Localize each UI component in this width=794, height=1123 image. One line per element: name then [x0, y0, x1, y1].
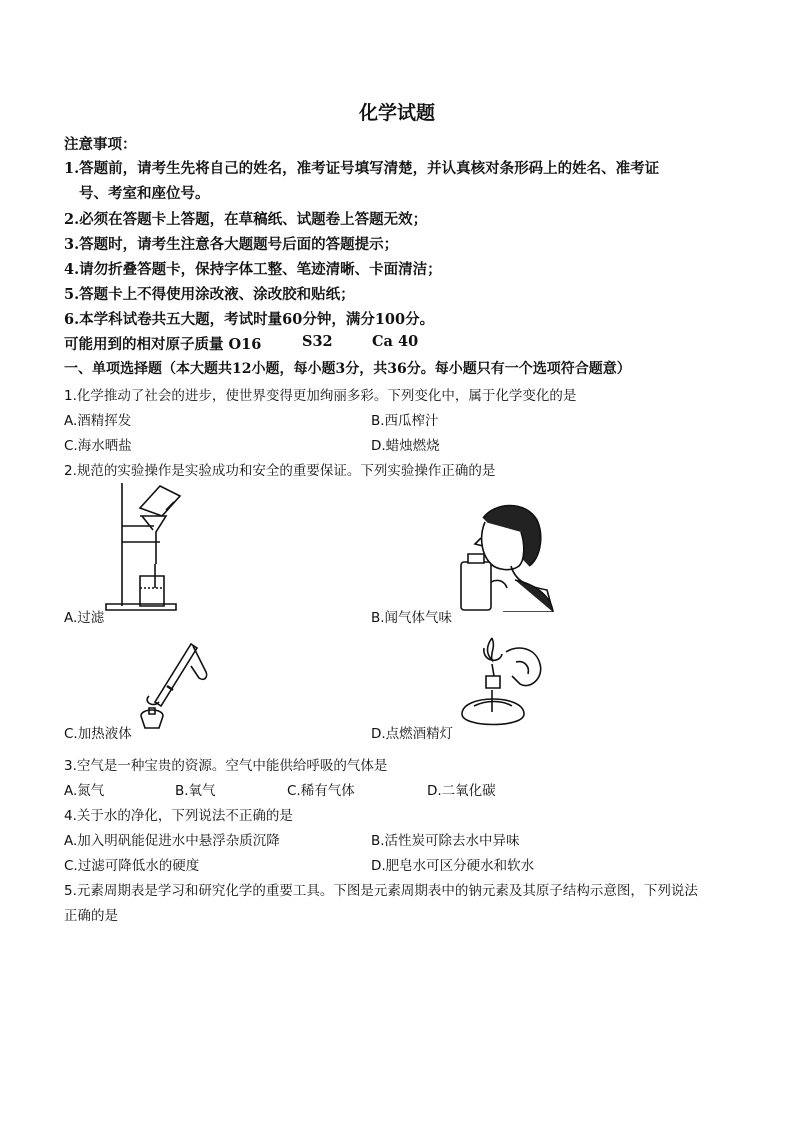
atomic-mass-s: S32: [302, 333, 333, 350]
person-smelling-gas-icon: [455, 500, 555, 612]
q3-option-a: A.氮气: [64, 783, 105, 799]
q1-option-b: B.西瓜榨汁: [371, 413, 439, 429]
atomic-mass-ca: Ca 40: [372, 333, 419, 350]
q3-option-b: B.氧气: [175, 783, 216, 799]
atomic-mass-label: 可能用到的相对原子质量 O16: [64, 336, 262, 353]
q4-option-b: B.活性炭可除去水中异味: [371, 833, 520, 849]
notice-line-6: 6.本学科试卷共五大题，考试时量60分钟，满分100分。: [64, 311, 435, 328]
notice-line-3: 3.答题时，请考生注意各大题题号后面的答题提示；: [64, 236, 399, 253]
notice-line-1: 1.答题前，请考生先将自己的姓名，准考证号填写清楚，并认真核对条形码上的姓名、准考证: [64, 160, 660, 177]
q5-stem-line-1: 5.元素周期表是学习和研究化学的重要工具。下图是元素周期表中的钠元素及其原子结构示意图，下列说法: [64, 883, 698, 899]
q1-option-d: D.蜡烛燃烧: [371, 438, 440, 454]
q3-option-d: D.二氧化碳: [427, 783, 496, 799]
q4-option-d: D.肥皂水可区分硬水和软水: [371, 858, 535, 874]
q4-stem: 4.关于水的净化，下列说法不正确的是: [64, 808, 293, 824]
q3-option-c: C.稀有气体: [287, 783, 355, 799]
q2-option-a: A.过滤: [64, 610, 105, 626]
q1-option-c: C.海水晒盐: [64, 438, 132, 454]
heating-test-tube-icon: [133, 636, 213, 732]
lighting-alcohol-lamp-icon: [456, 634, 552, 734]
notice-line-5: 5.答题卡上不得使用涂改液、涂改胶和贴纸；: [64, 286, 355, 303]
q5-stem-line-2: 正确的是: [64, 908, 118, 924]
section-1-heading: 一、单项选择题（本大题共12小题，每小题3分，共36分。每小题只有一个选项符合题意）: [64, 361, 631, 377]
q2-option-b: B.闻气体气味: [371, 610, 453, 626]
notice-heading: 注意事项：: [64, 136, 137, 153]
q4-option-c: C.过滤可降低水的硬度: [64, 858, 200, 874]
q1-stem: 1.化学推动了社会的进步，使世界变得更加绚丽多彩。下列变化中，属于化学变化的是: [64, 388, 577, 404]
page-title: 化学试题: [358, 102, 435, 124]
notice-line-4: 4.请勿折叠答题卡，保持字体工整、笔迹清晰、卡面清洁；: [64, 261, 442, 278]
q4-option-a: A.加入明矾能促进水中悬浮杂质沉降: [64, 833, 280, 849]
q2-option-c: C.加热液体: [64, 726, 132, 742]
filtration-apparatus-icon: [100, 480, 210, 612]
q3-stem: 3.空气是一种宝贵的资源。空气中能供给呼吸的气体是: [64, 758, 388, 774]
notice-line-2: 2.必须在答题卡上答题，在草稿纸、试题卷上答题无效；: [64, 211, 428, 228]
q2-stem: 2.规范的实验操作是实验成功和安全的重要保证。下列实验操作正确的是: [64, 463, 496, 479]
notice-line-1b: 号、考室和座位号。: [79, 185, 210, 202]
q1-option-a: A.酒精挥发: [64, 413, 132, 429]
q2-option-d: D.点燃酒精灯: [371, 726, 454, 742]
